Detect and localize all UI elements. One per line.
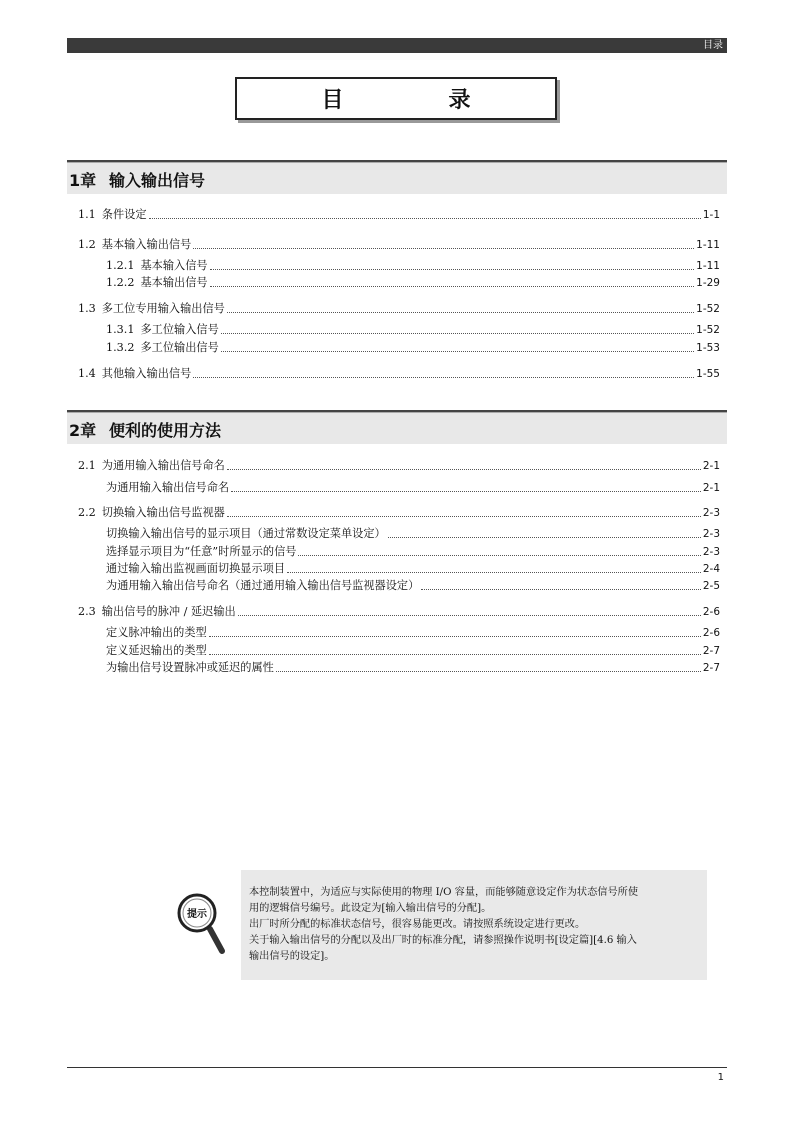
toc-entry[interactable]: 通过输入输出监视画面切换显示项目 2-4	[106, 562, 720, 575]
note-line: 出厂时所分配的标准状态信号，很容易能更改。请按照系统设定进行更改。	[249, 919, 586, 930]
note-line: 关于输入输出信号的分配以及出厂时的标准分配，请参照操作说明书[设定篇][4.6 输入	[249, 935, 637, 946]
footer-rule	[67, 1067, 727, 1068]
note-line: 用的逻辑信号编号。此设定为[输入输出信号的分配]。	[249, 903, 492, 914]
chapter-title: 便利的使用方法	[109, 421, 222, 440]
chapter-title: 输入输出信号	[109, 171, 206, 190]
note-line: 输出信号的设定]。	[249, 951, 335, 962]
toc-entry[interactable]: 1.2.2 基本输出信号 1-29	[106, 276, 720, 289]
toc-title-char-1: 目	[321, 88, 344, 113]
chapter-2-heading	[67, 410, 727, 444]
toc-entry[interactable]: 定义延迟输出的类型 2-7	[106, 644, 720, 657]
toc-entry[interactable]: 2.1 为通用输入输出信号命名 2-1	[78, 459, 720, 472]
toc-title-char-2: 录	[448, 88, 471, 113]
chapter-1-heading	[67, 160, 727, 194]
toc-entry[interactable]: 为输出信号设置脉冲或延迟的属性 2-7	[106, 661, 720, 674]
toc-entry[interactable]: 1.4 其他输入输出信号 1-55	[78, 367, 720, 380]
toc-entry[interactable]: 切换输入输出信号的显示项目（通过常数设定菜单设定） 2-3	[106, 527, 720, 540]
toc-entry[interactable]: 1.2.1 基本输入信号 1-11	[106, 259, 720, 272]
toc-entry[interactable]: 为通用输入输出信号命名（通过通用输入输出信号监视器设定） 2-5	[106, 579, 720, 592]
chapter-number: 2章	[69, 421, 97, 440]
note-box	[241, 870, 707, 980]
toc-entry[interactable]: 2.2 切换输入输出信号监视器 2-3	[78, 506, 720, 519]
toc-entry[interactable]: 为通用输入输出信号命名 2-1	[106, 481, 720, 494]
header-bar	[67, 38, 727, 53]
toc-entry[interactable]: 2.3 输出信号的脉冲 / 延迟输出 2-6	[78, 605, 720, 618]
toc-entry[interactable]: 选择显示项目为“任意”时所显示的信号 2-3	[106, 545, 720, 558]
toc-entry[interactable]: 1.2 基本输入输出信号 1-11	[78, 238, 720, 251]
toc-entry[interactable]: 1.3.1 多工位输入信号 1-52	[106, 323, 720, 336]
magnifier-hint-icon	[176, 893, 228, 955]
toc-entry[interactable]: 1.1 条件设定 1-1	[78, 208, 720, 221]
chapter-number: 1章	[69, 171, 97, 190]
toc-entry[interactable]: 定义脉冲输出的类型 2-6	[106, 626, 720, 639]
toc-entry[interactable]: 1.3 多工位专用输入输出信号 1-52	[78, 302, 720, 315]
toc-entry[interactable]: 1.3.2 多工位输出信号 1-53	[106, 341, 720, 354]
header-label: 目录	[703, 40, 723, 51]
toc-title	[235, 77, 557, 120]
note-line: 本控制装置中，为适应与实际使用的物理 I/O 容量，而能够随意设定作为状态信号所使	[249, 887, 639, 898]
page-number: 1	[717, 1072, 724, 1083]
hint-icon-label: 提示	[187, 909, 207, 920]
